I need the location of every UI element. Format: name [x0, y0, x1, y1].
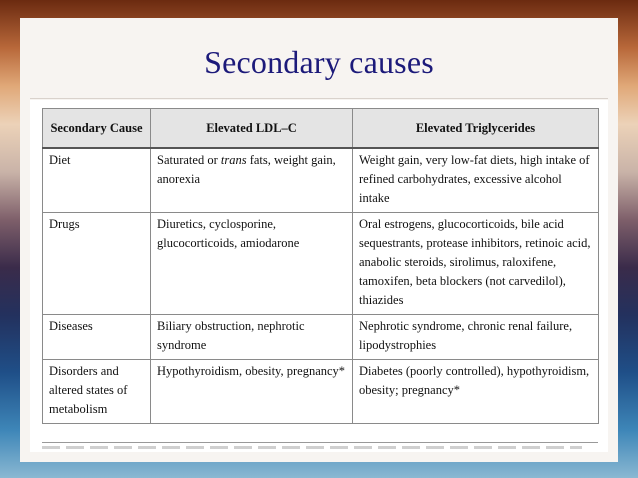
table-row: [43, 315, 599, 360]
table-header-row: [43, 109, 599, 149]
header-elevated-triglycerides: Elevated Triglycerides: [353, 109, 599, 149]
triglyceride-cell: Weight gain, very low-fat diets, high intake of refined carbohydrates, excessive alcohol intake: [353, 148, 599, 213]
cause-cell: Diet: [43, 148, 151, 213]
table-image-panel: [30, 100, 608, 452]
ldl-text-pre: Saturated or: [157, 153, 221, 167]
secondary-causes-table: [42, 108, 599, 424]
ldl-cell: Diuretics, cyclosporine, glucocorticoids, amiodarone: [151, 213, 353, 315]
triglyceride-cell: Oral estrogens, glucocorticoids, bile acid sequestrants, protease inhibitors, retinoic acid, anabolic steroids, sirolimus, raloxifene, tamoxifen, beta blockers (not carvedilol), thiazides: [353, 213, 599, 315]
cause-cell: Disorders and altered states of metabolism: [43, 360, 151, 424]
ldl-text-italic: trans: [220, 153, 247, 167]
ldl-cell: Biliary obstruction, nephrotic syndrome: [151, 315, 353, 360]
header-elevated-ldl: Elevated LDL–C: [151, 109, 353, 149]
ldl-cell: [151, 148, 353, 213]
header-secondary-cause: Secondary Cause: [43, 109, 151, 149]
triglyceride-cell: Nephrotic syndrome, chronic renal failure, lipodystrophies: [353, 315, 599, 360]
cause-cell: Drugs: [43, 213, 151, 315]
footnote-cropped-text: [42, 446, 582, 449]
cause-cell: Diseases: [43, 315, 151, 360]
slide-title: Secondary causes: [204, 44, 434, 80]
ldl-text-post: fats, weight gain, anorexia: [157, 153, 336, 186]
table-row: [43, 213, 599, 315]
title-divider: [30, 98, 608, 99]
table-row: [43, 148, 599, 213]
ldl-cell: Hypothyroidism, obesity, pregnancy*: [151, 360, 353, 424]
triglyceride-cell: Diabetes (poorly controlled), hypothyroidism, obesity; pregnancy*: [353, 360, 599, 424]
table-row: [43, 360, 599, 424]
table-footnote-cropped: [42, 442, 598, 451]
